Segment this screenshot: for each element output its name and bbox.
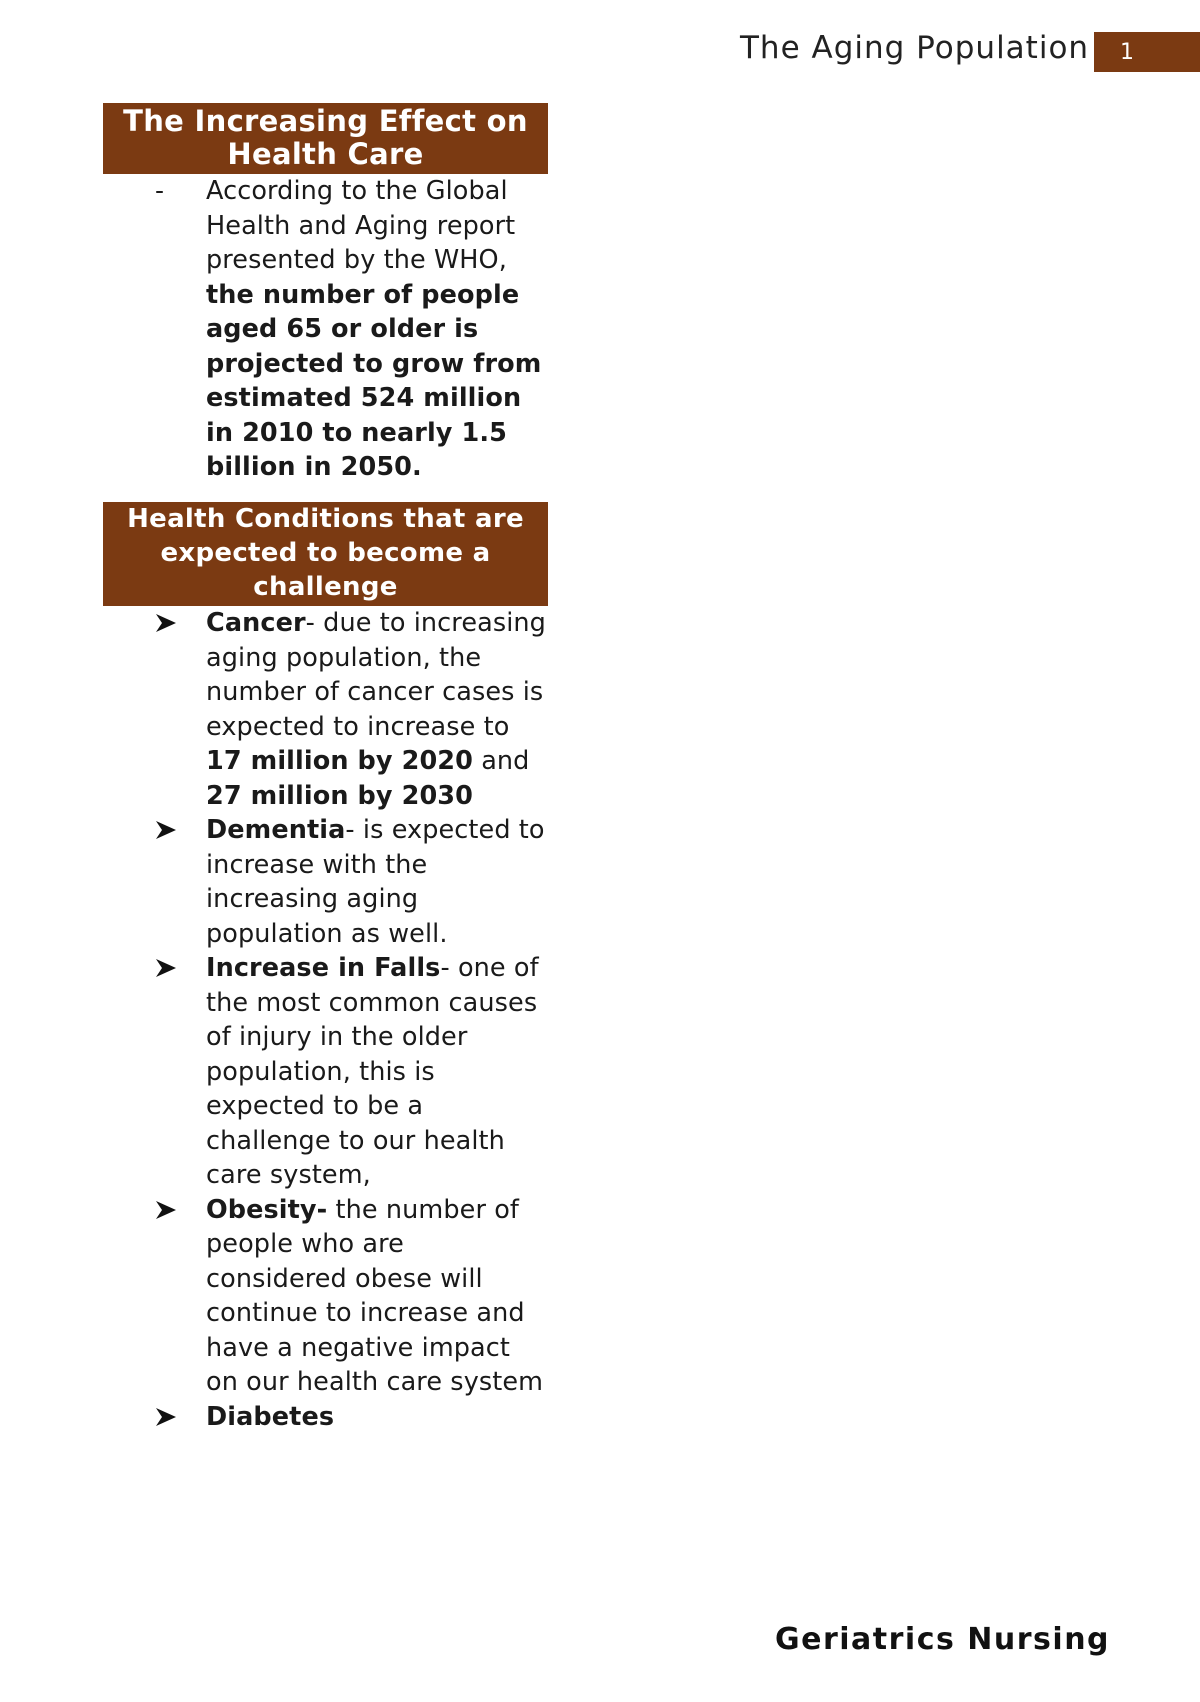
list-item-dementia	[103, 813, 548, 951]
item-text: the number of people who are considered obese will continue to increase and have a negative impact on our health care system	[206, 1194, 544, 1397]
item-text: and	[472, 746, 530, 776]
arrowhead-bullet-icon	[155, 819, 177, 841]
section-health-conditions	[103, 502, 548, 1434]
section-list	[103, 174, 548, 485]
item-term: Cancer	[206, 608, 306, 638]
item-term: Dementia	[206, 815, 346, 845]
section-heading: Health Conditions that are expected to become a challenge	[103, 502, 548, 606]
item-text: - due to increasing aging population, the number of cancer cases is expected to increase to	[206, 608, 546, 742]
dash-bullet: -	[155, 176, 165, 205]
item-text-bold: the number of people aged 65 or older is projected to grow from estimated 524 million in 2010 to nearly 1.5 billion in 2050.	[206, 279, 542, 482]
list-item-cancer	[103, 606, 548, 813]
list-item	[103, 174, 548, 485]
conditions-list	[103, 606, 548, 1434]
arrowhead-bullet-icon	[155, 1199, 177, 1221]
item-text-bold: 27 million by 2030	[206, 780, 473, 811]
item-text: - is expected to increase with the increasing aging population as well.	[206, 815, 545, 949]
item-text: - one of the most common causes of injury in the older population, this is expected to be a challenge to our health care system,	[206, 953, 539, 1190]
item-term: Increase in Falls	[206, 953, 441, 983]
arrowhead-bullet-icon	[155, 612, 177, 634]
arrowhead-bullet-icon	[155, 1406, 177, 1428]
section-heading: The Increasing Effect on Health Care	[103, 103, 548, 174]
section-health-care-effect	[103, 103, 548, 485]
list-item-diabetes	[103, 1400, 548, 1435]
list-item-falls	[103, 951, 548, 1193]
item-text: According to the Global Health and Aging report presented by the WHO,	[206, 176, 516, 275]
item-term: Diabetes	[206, 1401, 335, 1432]
running-footer: Geriatrics Nursing	[775, 1622, 1111, 1657]
page-number-badge	[1094, 32, 1200, 72]
item-text-bold: 17 million by 2020	[206, 746, 473, 776]
page-number: 1	[1120, 39, 1134, 65]
list-item-obesity	[103, 1193, 548, 1400]
arrowhead-bullet-icon	[155, 957, 177, 979]
running-header-title: The Aging Population	[740, 30, 1090, 66]
item-term: Obesity-	[206, 1194, 328, 1225]
